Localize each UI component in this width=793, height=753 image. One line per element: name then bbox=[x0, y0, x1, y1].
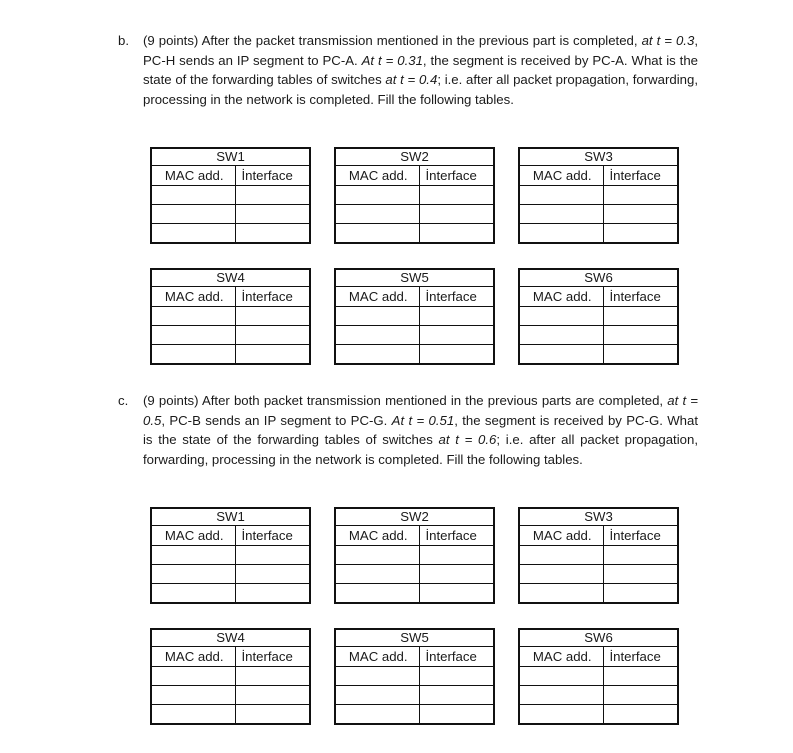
interface-cell[interactable] bbox=[419, 705, 494, 725]
interface-cell[interactable] bbox=[235, 307, 310, 326]
switch-name: SW1 bbox=[151, 508, 310, 526]
mac-address-cell[interactable] bbox=[519, 546, 603, 565]
interface-cell[interactable] bbox=[419, 667, 494, 686]
mac-address-cell[interactable] bbox=[519, 205, 603, 224]
mac-address-cell[interactable] bbox=[519, 705, 603, 725]
interface-cell[interactable] bbox=[419, 345, 494, 365]
switch-name: SW3 bbox=[519, 148, 678, 166]
question-c-time-2: At t = 0.51 bbox=[391, 412, 455, 428]
mac-address-cell[interactable] bbox=[519, 326, 603, 345]
mac-address-header: MAC add. bbox=[151, 166, 235, 186]
question-c-time-1: at t = 0.5 bbox=[143, 393, 698, 428]
interface-cell[interactable] bbox=[603, 205, 678, 224]
interface-cell[interactable] bbox=[235, 186, 310, 205]
interface-cell[interactable] bbox=[235, 705, 310, 725]
forwarding-table-c-sw1 bbox=[150, 507, 311, 604]
mac-address-header: MAC add. bbox=[519, 526, 603, 546]
mac-address-cell[interactable] bbox=[519, 565, 603, 584]
question-c-sentence-1: , PC-B sends an IP segment to PC-G. bbox=[161, 412, 392, 428]
mac-address-cell[interactable] bbox=[151, 546, 235, 565]
mac-address-cell[interactable] bbox=[151, 307, 235, 326]
forwarding-table-c-sw3 bbox=[518, 507, 679, 604]
switch-name: SW4 bbox=[151, 269, 310, 287]
interface-cell[interactable] bbox=[235, 326, 310, 345]
interface-header: İnterface bbox=[419, 166, 494, 186]
mac-address-header: MAC add. bbox=[151, 526, 235, 546]
interface-cell[interactable] bbox=[419, 307, 494, 326]
interface-header: İnterface bbox=[419, 526, 494, 546]
interface-header: İnterface bbox=[603, 166, 678, 186]
mac-address-cell[interactable] bbox=[519, 345, 603, 365]
mac-address-header: MAC add. bbox=[335, 647, 419, 667]
interface-cell[interactable] bbox=[419, 326, 494, 345]
mac-address-cell[interactable] bbox=[151, 224, 235, 244]
interface-cell[interactable] bbox=[419, 546, 494, 565]
question-b-marker: b. bbox=[118, 33, 129, 48]
forwarding-table-b-sw2 bbox=[334, 147, 495, 244]
forwarding-table-b-sw1 bbox=[150, 147, 311, 244]
question-b-sentence-2: , the segment is received by PC-A. What is the state of the forwarding tables of switches bbox=[143, 52, 698, 87]
mac-address-cell[interactable] bbox=[519, 686, 603, 705]
mac-address-cell[interactable] bbox=[335, 565, 419, 584]
question-c-marker: c. bbox=[118, 393, 129, 408]
mac-address-cell[interactable] bbox=[335, 667, 419, 686]
interface-cell[interactable] bbox=[603, 186, 678, 205]
mac-address-header: MAC add. bbox=[335, 526, 419, 546]
switch-name: SW1 bbox=[151, 148, 310, 166]
mac-address-cell[interactable] bbox=[335, 546, 419, 565]
mac-address-header: MAC add. bbox=[335, 166, 419, 186]
mac-address-header: MAC add. bbox=[151, 287, 235, 307]
interface-header: İnterface bbox=[603, 647, 678, 667]
mac-address-cell[interactable] bbox=[151, 584, 235, 604]
mac-address-header: MAC add. bbox=[519, 647, 603, 667]
mac-address-cell[interactable] bbox=[519, 667, 603, 686]
mac-address-cell[interactable] bbox=[519, 307, 603, 326]
interface-cell[interactable] bbox=[603, 546, 678, 565]
interface-header: İnterface bbox=[603, 287, 678, 307]
interface-cell[interactable] bbox=[603, 686, 678, 705]
mac-address-cell[interactable] bbox=[519, 224, 603, 244]
interface-cell[interactable] bbox=[603, 565, 678, 584]
mac-address-header: MAC add. bbox=[519, 287, 603, 307]
mac-address-cell[interactable] bbox=[335, 326, 419, 345]
mac-address-cell[interactable] bbox=[151, 667, 235, 686]
forwarding-table-c-sw5 bbox=[334, 628, 495, 725]
question-c-time-3: at t = 0.6 bbox=[438, 432, 497, 447]
mac-address-cell[interactable] bbox=[335, 186, 419, 205]
interface-cell[interactable] bbox=[419, 205, 494, 224]
forwarding-table-b-sw4 bbox=[150, 268, 311, 365]
mac-address-header: MAC add. bbox=[519, 166, 603, 186]
switch-name: SW3 bbox=[519, 508, 678, 526]
mac-address-cell[interactable] bbox=[335, 705, 419, 725]
interface-header: İnterface bbox=[419, 287, 494, 307]
switch-name: SW2 bbox=[335, 148, 494, 166]
interface-cell[interactable] bbox=[603, 705, 678, 725]
interface-cell[interactable] bbox=[419, 686, 494, 705]
question-c-intro: (9 points) After both packet transmission mentioned in the previous parts are completed, bbox=[143, 393, 668, 408]
question-c-text bbox=[143, 391, 698, 469]
interface-cell[interactable] bbox=[235, 546, 310, 565]
interface-cell[interactable] bbox=[235, 345, 310, 365]
forwarding-table-c-sw6 bbox=[518, 628, 679, 725]
interface-cell[interactable] bbox=[235, 224, 310, 244]
question-b-time-3: at t = 0.4 bbox=[385, 72, 438, 87]
interface-header: İnterface bbox=[235, 287, 310, 307]
question-b bbox=[118, 31, 698, 109]
interface-cell[interactable] bbox=[419, 565, 494, 584]
mac-address-cell[interactable] bbox=[151, 565, 235, 584]
forwarding-table-b-sw6 bbox=[518, 268, 679, 365]
interface-cell[interactable] bbox=[235, 205, 310, 224]
interface-cell[interactable] bbox=[235, 667, 310, 686]
interface-cell[interactable] bbox=[235, 686, 310, 705]
question-b-text bbox=[143, 31, 698, 109]
question-b-intro: (9 points) After the packet transmission mentioned in the previous part is completed, bbox=[143, 33, 642, 48]
question-c-sentence-3: ; i.e. after all packet propagation, forwarding, processing in the network is completed. Fill the following tables. bbox=[143, 432, 698, 467]
interface-cell[interactable] bbox=[603, 667, 678, 686]
interface-header: İnterface bbox=[235, 647, 310, 667]
mac-address-cell[interactable] bbox=[151, 705, 235, 725]
mac-address-cell[interactable] bbox=[335, 307, 419, 326]
mac-address-header: MAC add. bbox=[151, 647, 235, 667]
forwarding-table-c-sw4 bbox=[150, 628, 311, 725]
question-c-sentence-2: , the segment is received by PC-G. What is the state of the forwarding tables of switches bbox=[143, 412, 698, 447]
question-b-time-1: at t = 0.3 bbox=[641, 33, 695, 48]
mac-address-cell[interactable] bbox=[335, 224, 419, 244]
mac-address-cell[interactable] bbox=[519, 186, 603, 205]
question-b-sentence-3: ; i.e. after all packet propagation, forwarding, processing in the network is completed. Fill the following tables. bbox=[143, 72, 698, 107]
mac-address-header: MAC add. bbox=[335, 287, 419, 307]
forwarding-table-b-sw3 bbox=[518, 147, 679, 244]
interface-header: İnterface bbox=[419, 647, 494, 667]
mac-address-cell[interactable] bbox=[151, 686, 235, 705]
mac-address-cell[interactable] bbox=[335, 345, 419, 365]
forwarding-table-c-sw2 bbox=[334, 507, 495, 604]
interface-cell[interactable] bbox=[419, 224, 494, 244]
forwarding-table-b-sw5 bbox=[334, 268, 495, 365]
interface-header: İnterface bbox=[235, 526, 310, 546]
mac-address-cell[interactable] bbox=[335, 686, 419, 705]
switch-name: SW2 bbox=[335, 508, 494, 526]
switch-name: SW6 bbox=[519, 629, 678, 647]
interface-cell[interactable] bbox=[603, 307, 678, 326]
interface-cell[interactable] bbox=[235, 584, 310, 604]
mac-address-cell[interactable] bbox=[151, 205, 235, 224]
question-c bbox=[118, 391, 698, 469]
interface-cell[interactable] bbox=[419, 186, 494, 205]
question-b-sentence-1: , PC-H sends an IP segment to PC-A. bbox=[143, 33, 698, 68]
interface-header: İnterface bbox=[235, 166, 310, 186]
switch-name: SW5 bbox=[335, 269, 494, 287]
interface-cell[interactable] bbox=[419, 584, 494, 604]
mac-address-cell[interactable] bbox=[151, 186, 235, 205]
mac-address-cell[interactable] bbox=[519, 584, 603, 604]
interface-cell[interactable] bbox=[603, 224, 678, 244]
interface-cell[interactable] bbox=[603, 584, 678, 604]
mac-address-cell[interactable] bbox=[151, 326, 235, 345]
switch-name: SW6 bbox=[519, 269, 678, 287]
mac-address-cell[interactable] bbox=[335, 205, 419, 224]
interface-header: İnterface bbox=[603, 526, 678, 546]
interface-cell[interactable] bbox=[603, 326, 678, 345]
mac-address-cell[interactable] bbox=[335, 584, 419, 604]
interface-cell[interactable] bbox=[235, 565, 310, 584]
question-b-time-2: At t = 0.31 bbox=[361, 52, 423, 68]
switch-name: SW4 bbox=[151, 629, 310, 647]
switch-name: SW5 bbox=[335, 629, 494, 647]
interface-cell[interactable] bbox=[603, 345, 678, 365]
mac-address-cell[interactable] bbox=[151, 345, 235, 365]
